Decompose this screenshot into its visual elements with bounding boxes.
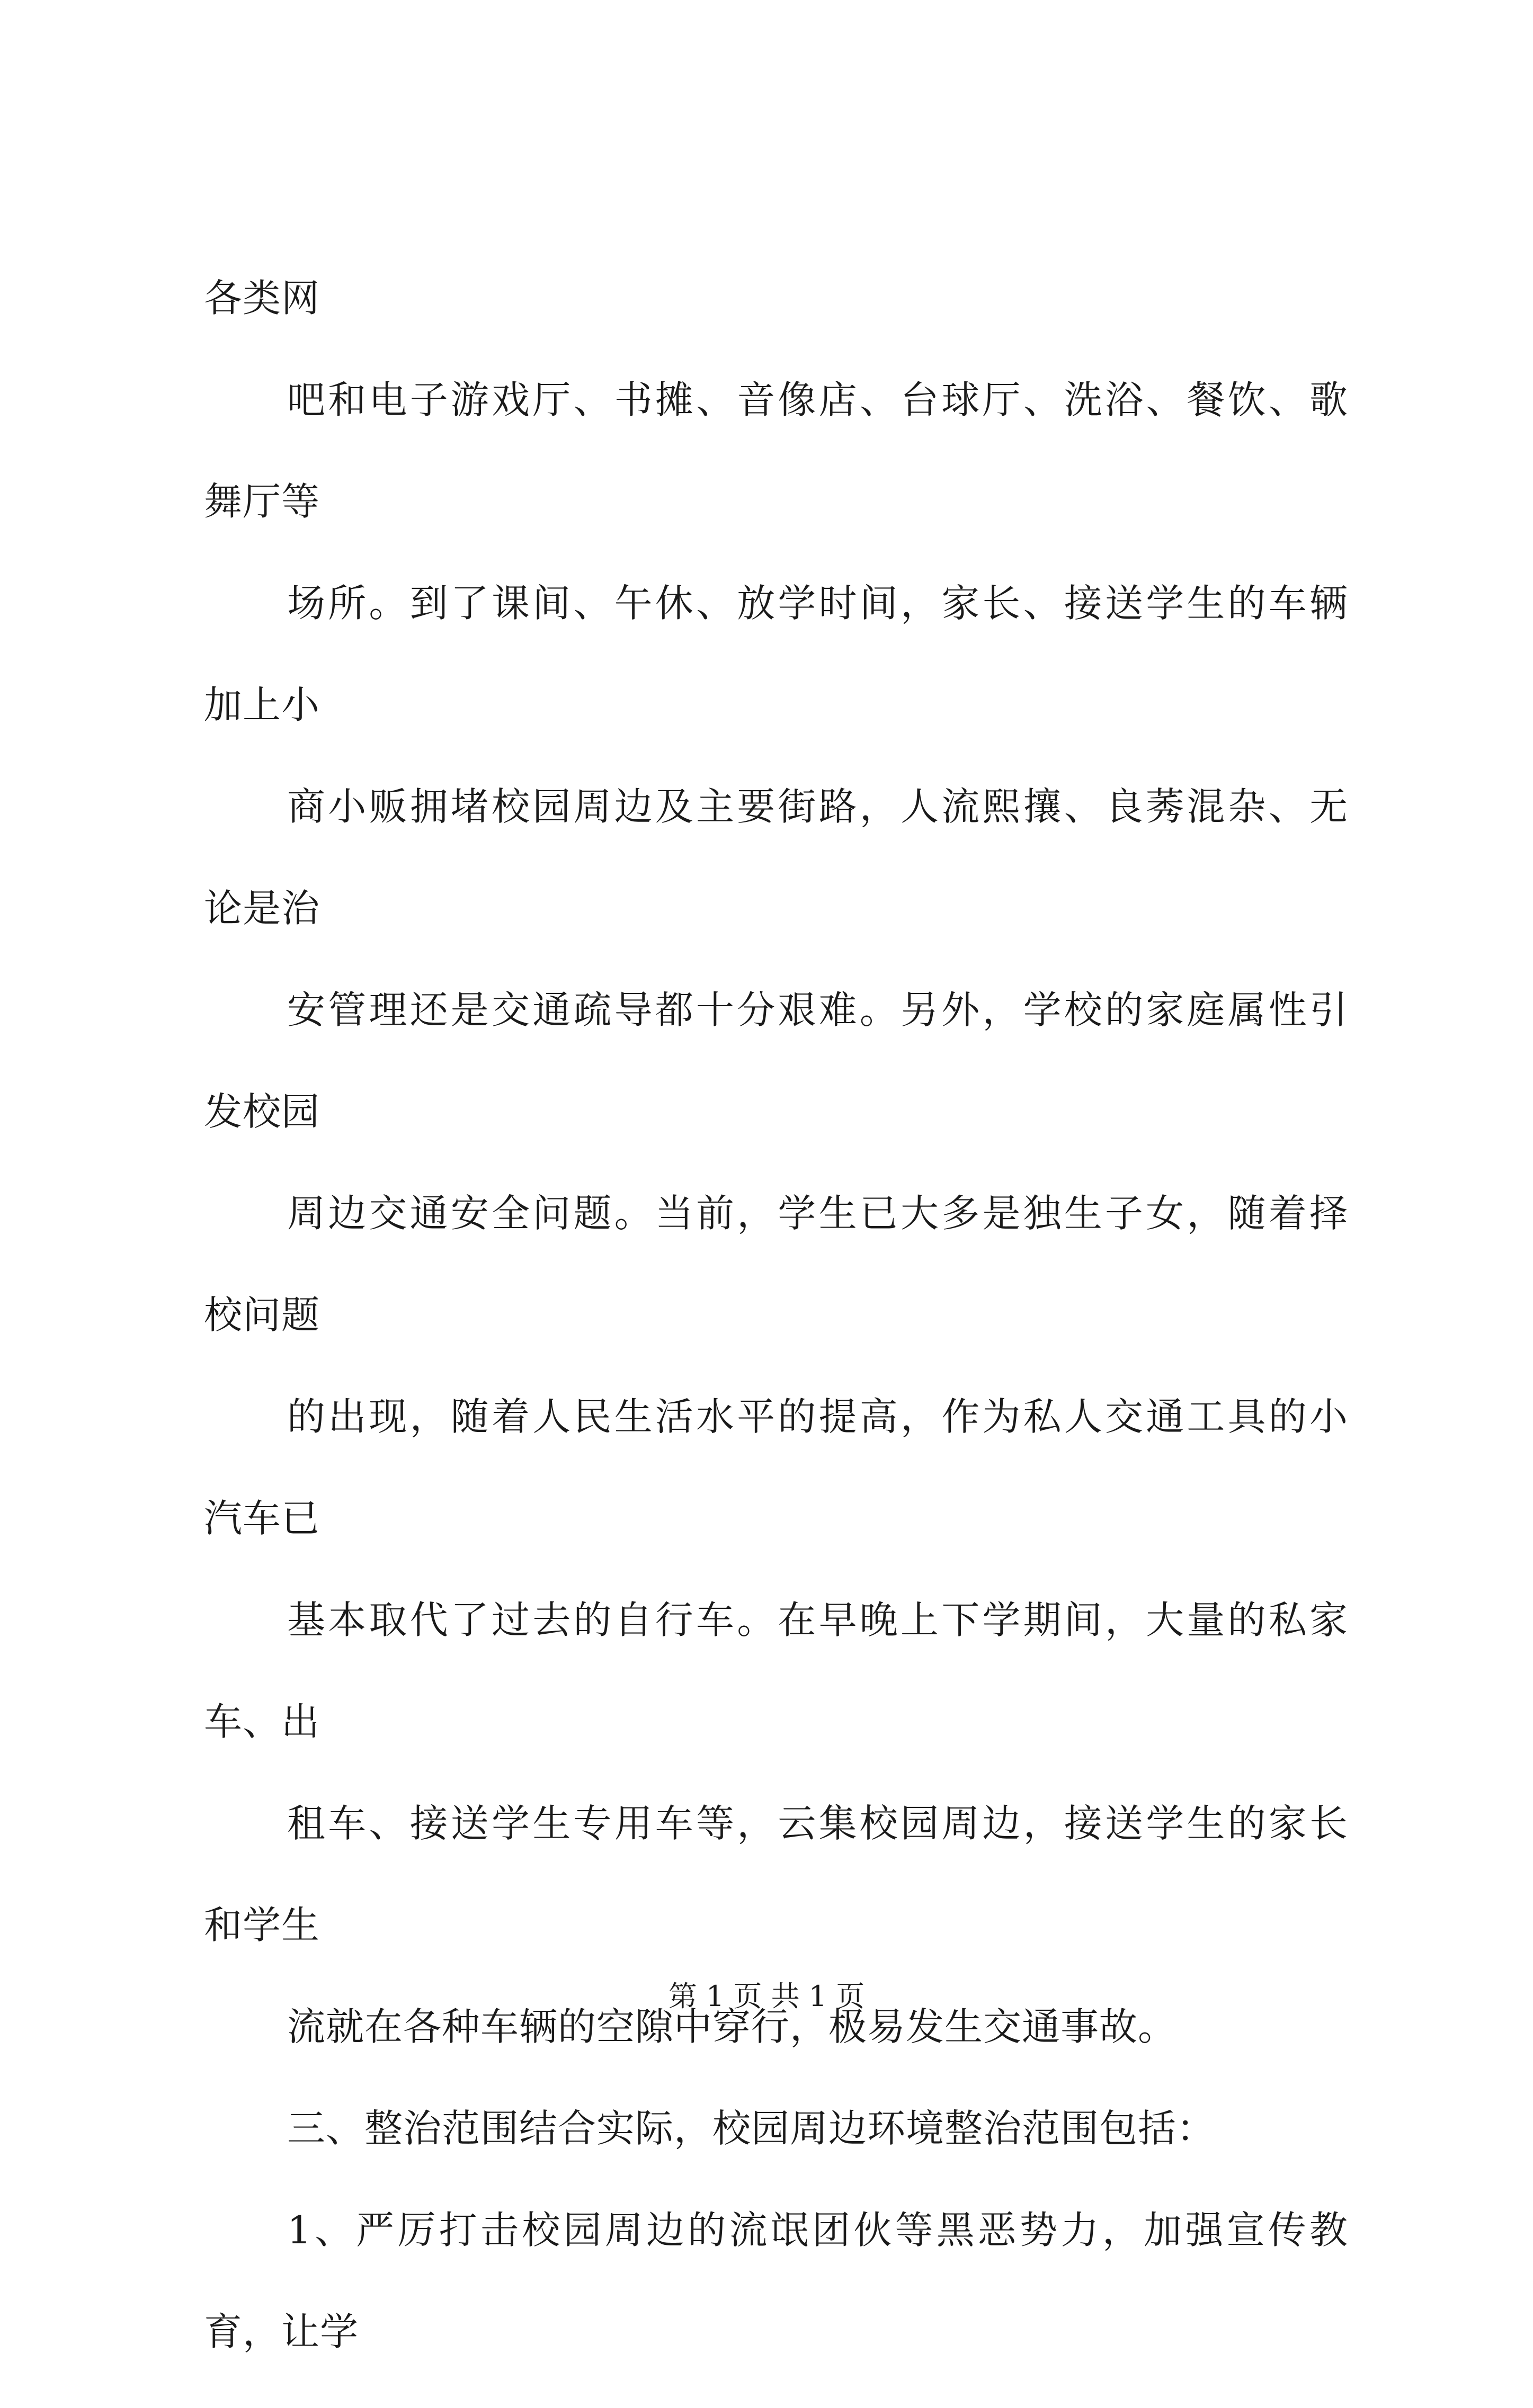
text-line: 周边交通安全问题。当前，学生已大多是独生子女，随着择: [287, 1191, 1348, 1236]
text-line: 吧和电子游戏厅、书摊、音像店、台球厅、洗浴、餐饮、歌: [287, 378, 1348, 422]
text-line: 流就在各种车辆的空隙中穿行，极易发生交通事故。: [287, 2004, 1177, 2049]
text-line: 商小贩拥堵校园周边及主要街路，人流熙攘、良莠混杂、无: [287, 784, 1348, 829]
text-line: 发校园: [204, 1089, 320, 1134]
text-line: 基本取代了过去的自行车。在早晚上下学期间，大量的私家: [287, 1598, 1348, 1642]
text-line: 三、整治范围结合实际，校园周边环境整治范围包括：: [287, 2106, 1216, 2151]
text-line: 场所。到了课间、午休、放学时间，家长、接送学生的车辆: [287, 581, 1348, 625]
text-line: 舞厅等: [204, 479, 320, 524]
text-line: 安管理还是交通疏导都十分艰难。另外，学校的家庭属性引: [287, 988, 1348, 1032]
text-line: 论是治: [204, 886, 320, 930]
text-line: 汽车已: [204, 1496, 320, 1541]
text-line: 1、严厉打击校园周边的流氓团伙等黑恶势力，加强宣传教: [287, 2208, 1348, 2252]
text-line: 和学生: [204, 1903, 320, 1947]
text-line: 育，让学: [204, 2309, 359, 2354]
text-line: 加上小: [204, 683, 320, 727]
text-line: 校问题: [204, 1293, 320, 1337]
text-line: 的出现，随着人民生活水平的提高，作为私人交通工具的小: [287, 1394, 1348, 1439]
text-line: 车、出: [204, 1699, 320, 1744]
text-line: 租车、接送学生专用车等，云集校园周边，接送学生的家长: [287, 1801, 1348, 1846]
body-text: [204, 273, 1348, 2408]
text-line: 各类网: [204, 276, 320, 320]
page-footer: 第 1 页 共 1 页: [668, 1980, 865, 2013]
